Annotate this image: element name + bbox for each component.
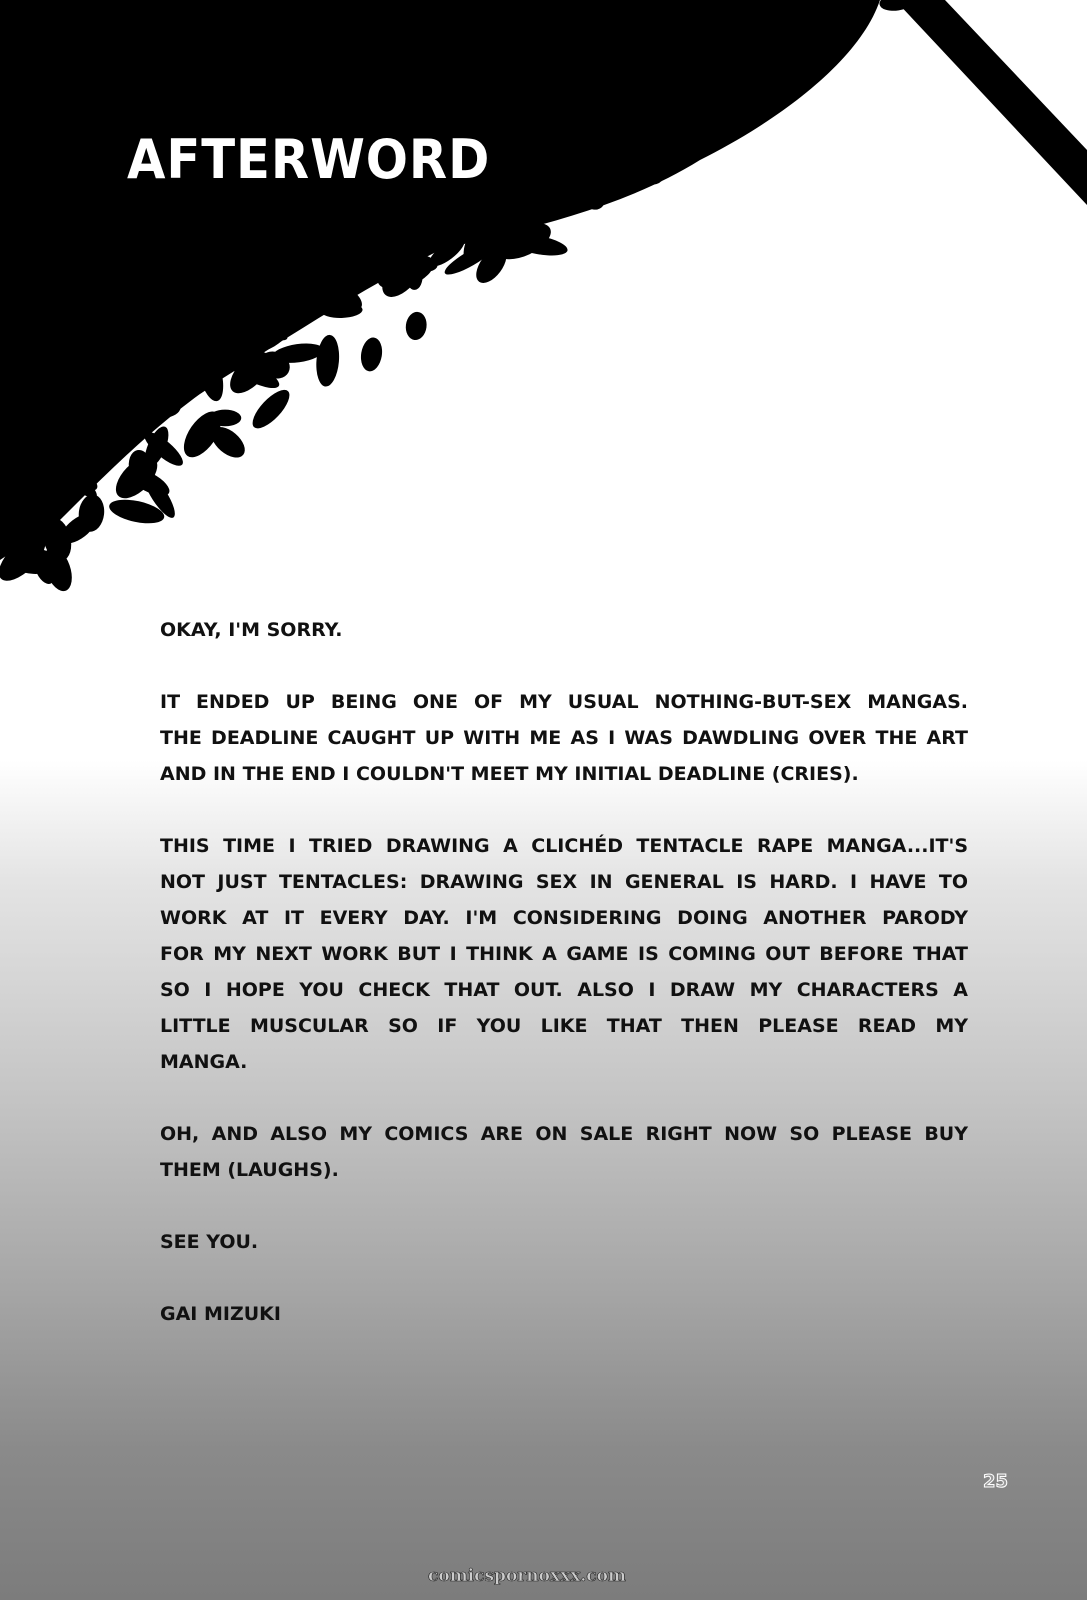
leaf <box>404 311 428 342</box>
diagonal-band <box>895 0 1087 205</box>
text-line: SEE YOU. <box>160 1231 259 1253</box>
leaf <box>314 334 341 388</box>
text-line: THEM (LAUGHS). <box>160 1159 339 1181</box>
text-line: SO I HOPE YOU CHECK THAT OUT. ALSO I DRAW MY CHARACTERS A <box>160 979 968 1001</box>
text-line: GAI MIZUKI <box>160 1303 281 1325</box>
text-line: OH, AND ALSO MY COMICS ARE ON SALE RIGHT NOW SO PLEASE BUY <box>160 1123 968 1145</box>
paragraph <box>160 828 968 1080</box>
foliage-illustration <box>0 0 1087 640</box>
afterword-text <box>160 612 968 1368</box>
text-line: IT ENDED UP BEING ONE OF MY USUAL NOTHING-BUT-SEX MANGAS. <box>160 691 968 713</box>
paragraph <box>160 684 968 792</box>
text-line: LITTLE MUSCULAR SO IF YOU LIKE THAT THEN PLEASE READ MY <box>160 1015 968 1037</box>
paragraph <box>160 1116 968 1188</box>
text-line: THE DEADLINE CAUGHT UP WITH ME AS I WAS DAWDLING OVER THE ART <box>160 727 968 749</box>
text-line: AND IN THE END I COULDN'T MEET MY INITIAL DEADLINE (CRIES). <box>160 763 859 785</box>
leaf <box>359 336 385 373</box>
page-number: 25 <box>983 1471 1009 1492</box>
text-line: MANGA. <box>160 1051 248 1073</box>
text-line: FOR MY NEXT WORK BUT I THINK A GAME IS COMING OUT BEFORE THAT <box>160 943 968 965</box>
paragraph <box>160 1224 968 1260</box>
text-line: OKAY, I'M SORRY. <box>160 619 343 641</box>
text-line: NOT JUST TENTACLES: DRAWING SEX IN GENERAL IS HARD. I HAVE TO <box>160 871 968 893</box>
text-line: WORK AT IT EVERY DAY. I'M CONSIDERING DOING ANOTHER PARODY <box>160 907 968 929</box>
paragraph <box>160 1296 968 1332</box>
watermark: comicspornoxxx.com <box>428 1566 626 1586</box>
leaf <box>247 384 295 434</box>
paragraph <box>160 612 968 648</box>
page-title: AFTERWORD <box>127 128 491 191</box>
text-line: THIS TIME I TRIED DRAWING A CLICHÉD TENTACLE RAPE MANGA...IT'S <box>160 835 968 857</box>
